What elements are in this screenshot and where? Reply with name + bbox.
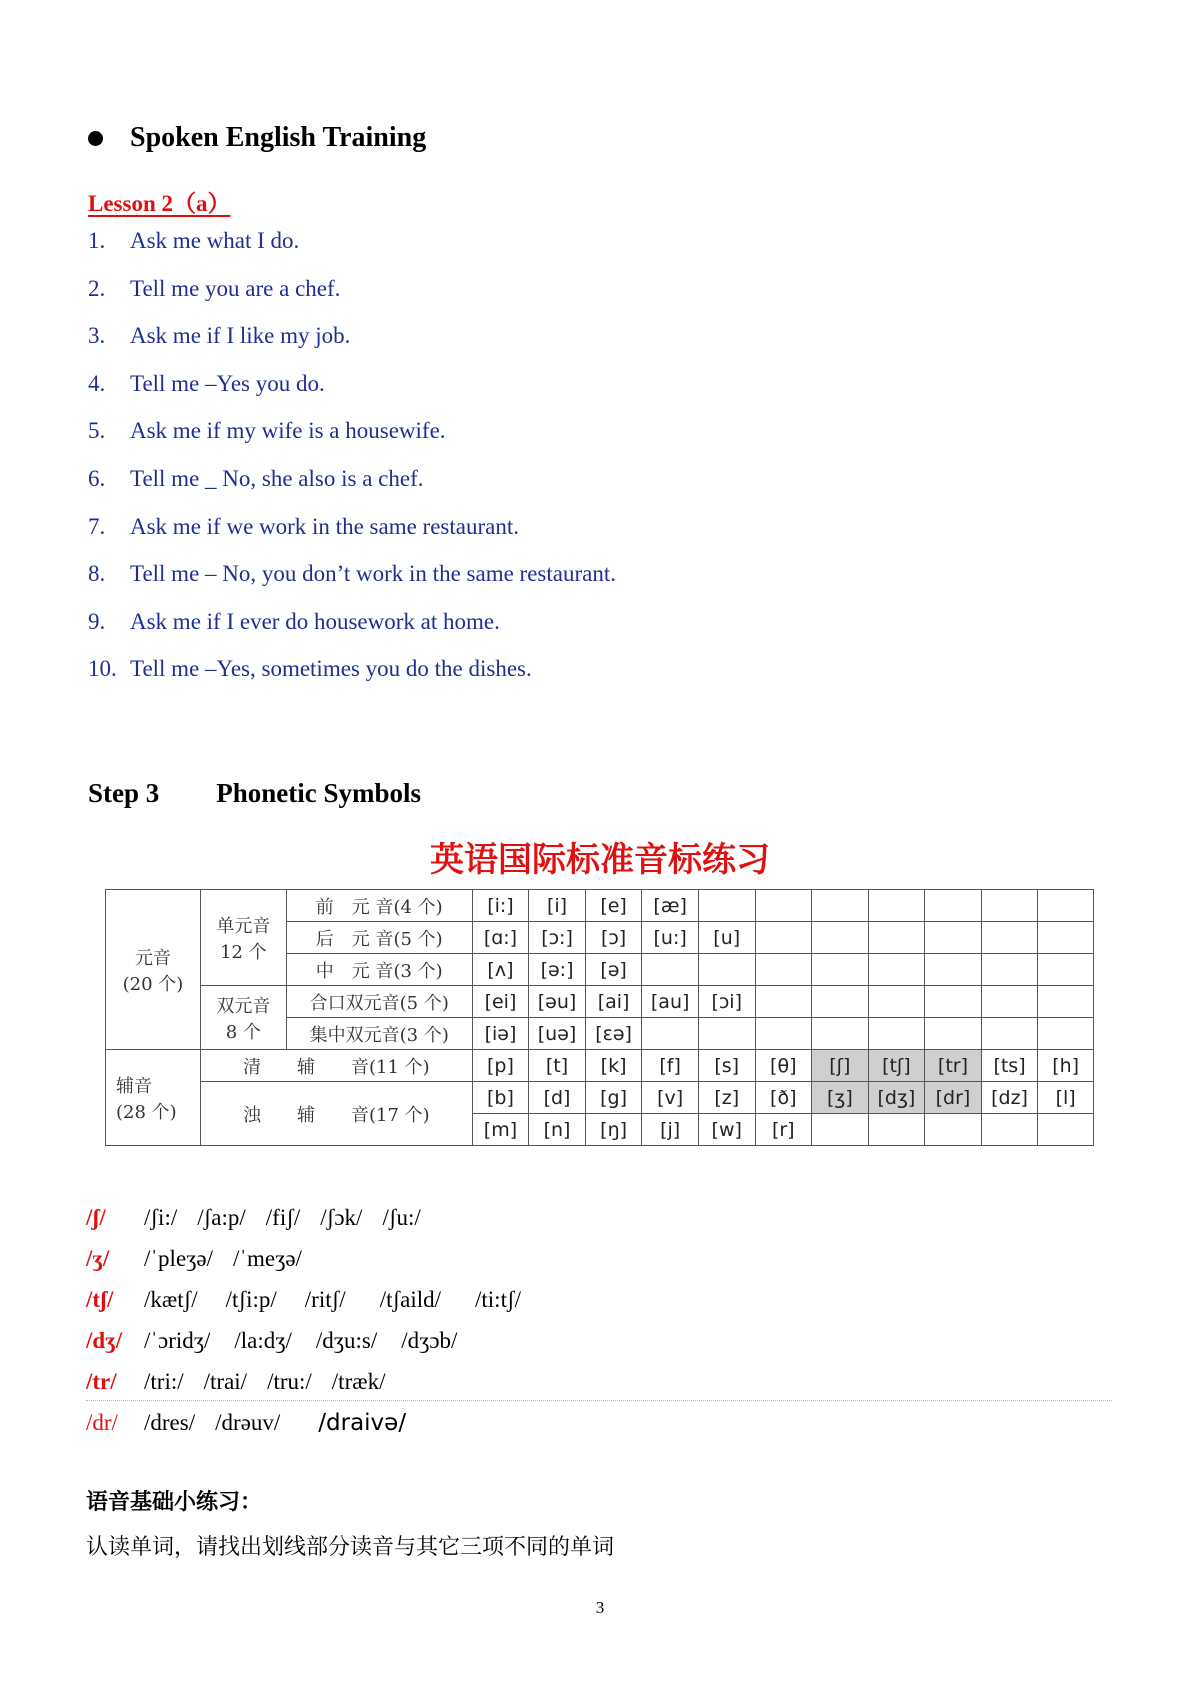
practice-line <box>86 1328 477 1354</box>
empty-cell <box>642 1018 699 1050</box>
empty-cell <box>981 986 1038 1018</box>
phonetic-cell: [p] <box>472 1050 529 1082</box>
phonetic-cell: [m] <box>472 1114 529 1146</box>
empty-cell <box>755 954 812 986</box>
section-heading <box>88 122 426 154</box>
phonetic-cell: [u:] <box>642 922 699 954</box>
phonetic-cell: [b] <box>472 1082 529 1114</box>
phonetic-cell: [v] <box>642 1082 699 1114</box>
phonetic-cell: [ɑ:] <box>472 922 529 954</box>
practice-word: /fiʃ/ <box>265 1205 301 1230</box>
phonetic-cell: [tr] <box>925 1050 982 1082</box>
practice-word: /drəuv/ <box>215 1410 281 1435</box>
empty-cell <box>868 986 925 1018</box>
phonetic-cell: [ts] <box>981 1050 1038 1082</box>
step-heading <box>88 778 421 809</box>
practice-word: /ʃɔk/ <box>320 1205 363 1230</box>
empty-cell <box>868 890 925 922</box>
item-number: 9. <box>88 608 106 634</box>
heading-text: Spoken English Training <box>130 122 427 153</box>
empty-cell <box>812 1114 869 1146</box>
practice-word: /tru:/ <box>267 1369 312 1394</box>
phonetic-cell: [θ] <box>755 1050 812 1082</box>
phonetic-cell: [ð] <box>755 1082 812 1114</box>
practice-word: /ˈmeʒə/ <box>232 1246 302 1271</box>
list-item: 7. Ask me if we work in the same restaurant. <box>88 513 519 539</box>
practice-word: /ˈpleʒə/ <box>144 1246 213 1271</box>
phonetic-cell: [ə] <box>585 954 642 986</box>
empty-cell <box>755 890 812 922</box>
empty-cell <box>755 922 812 954</box>
table-row <box>106 890 1094 922</box>
practice-line <box>86 1287 541 1313</box>
phonetic-cell: [ai] <box>585 986 642 1018</box>
practice-word: /draivə/ <box>318 1410 407 1436</box>
practice-line <box>86 1410 426 1436</box>
step-label: Step 3 <box>88 778 160 808</box>
phonetic-cell: [ɔ:] <box>529 922 586 954</box>
phonetic-cell: [dʒ] <box>868 1082 925 1114</box>
empty-cell <box>755 1018 812 1050</box>
phonetic-cell: [i] <box>529 890 586 922</box>
practice-word: /tri:/ <box>144 1369 184 1394</box>
mono-header: 单元音 12 个 <box>200 890 286 986</box>
empty-cell <box>1038 890 1094 922</box>
phonetic-cell: [ɛə] <box>585 1018 642 1050</box>
phonetic-cell: [ʃ] <box>812 1050 869 1082</box>
practice-line <box>86 1246 322 1272</box>
chinese-title: 英语国际标准音标练习 <box>430 840 770 880</box>
empty-cell <box>925 986 982 1018</box>
practice-line <box>86 1205 441 1231</box>
phonetic-table <box>105 889 1094 1146</box>
empty-cell <box>1038 986 1094 1018</box>
list-item: 10. Tell me –Yes, sometimes you do the dishes. <box>88 656 532 682</box>
practice-word: /tʃaild/ <box>379 1287 442 1312</box>
phonetic-cell: [ʒ] <box>812 1082 869 1114</box>
practice-word: /ˈɔridʒ/ <box>144 1328 211 1353</box>
practice-word: /ʃi:/ <box>144 1205 178 1230</box>
row-label: 合口双元音(5 个) <box>286 986 472 1018</box>
empty-cell <box>1038 1018 1094 1050</box>
item-number: 5. <box>88 418 106 444</box>
step-title: Phonetic Symbols <box>216 778 422 808</box>
empty-cell <box>981 1114 1038 1146</box>
phonetic-cell: [e] <box>585 890 642 922</box>
empty-cell <box>925 890 982 922</box>
practice-line <box>86 1369 405 1395</box>
practice-symbol: /dr/ <box>86 1410 118 1435</box>
phonetic-cell: [f] <box>642 1050 699 1082</box>
empty-cell <box>755 986 812 1018</box>
list-item: 9. Ask me if I ever do housework at home. <box>88 608 500 634</box>
phonetic-cell: [tʃ] <box>868 1050 925 1082</box>
page-number: 3 <box>595 1598 605 1617</box>
phonetic-cell: [u] <box>698 922 755 954</box>
phonetic-cell: [ə:] <box>529 954 586 986</box>
phonetic-cell: [iə] <box>472 1018 529 1050</box>
item-number: 4. <box>88 370 106 396</box>
list-item: 2. Tell me you are a chef. <box>88 275 341 301</box>
instruction-text: 认读单词，请找出划线部分读音与其它三项不同的单词 <box>86 1535 615 1560</box>
empty-cell <box>812 922 869 954</box>
list-item: 1. Ask me what I do. <box>88 228 300 253</box>
phonetic-cell: [dz] <box>981 1082 1038 1114</box>
phonetic-cell: [uə] <box>529 1018 586 1050</box>
item-number: 6. <box>88 465 106 491</box>
list-item: 3. Ask me if I like my job. <box>88 323 351 349</box>
empty-cell <box>981 890 1038 922</box>
empty-cell <box>812 1018 869 1050</box>
empty-cell <box>925 1114 982 1146</box>
lesson-title: Lesson 2（a） <box>88 191 231 216</box>
phonetic-cell: [ɔ] <box>585 922 642 954</box>
vowel-header: 元音 (20 个) <box>106 890 201 1050</box>
practice-word: /ritʃ/ <box>304 1287 346 1312</box>
practice-word: /træk/ <box>331 1369 386 1394</box>
empty-cell <box>981 954 1038 986</box>
phonetic-cell: [d] <box>529 1082 586 1114</box>
row-label: 清 辅 音(11 个) <box>200 1050 472 1082</box>
list-item: 8. Tell me – No, you don’t work in the same restaurant. <box>88 561 616 587</box>
practice-word: /ʃu:/ <box>382 1205 421 1230</box>
phonetic-cell: [l] <box>1038 1082 1094 1114</box>
practice-symbol: /dʒ/ <box>86 1328 123 1353</box>
list-item: 6. Tell me _ No, she also is a chef. <box>88 465 424 491</box>
row-label: 后 元 音(5 个) <box>286 922 472 954</box>
practice-word: /dʒu:s/ <box>315 1328 378 1353</box>
practice-word: /tʃi:p/ <box>225 1287 277 1312</box>
phonetic-cell: [g] <box>585 1082 642 1114</box>
phonetic-cell: [k] <box>585 1050 642 1082</box>
empty-cell <box>981 1018 1038 1050</box>
empty-cell <box>925 922 982 954</box>
phonetic-cell: [s] <box>698 1050 755 1082</box>
phonetic-cell: [au] <box>642 986 699 1018</box>
item-number: 10. <box>88 656 117 682</box>
item-number: 3. <box>88 323 106 349</box>
row-label: 中 元 音(3 个) <box>286 954 472 986</box>
empty-cell <box>868 1114 925 1146</box>
table-row <box>106 1082 1094 1114</box>
empty-cell <box>698 890 755 922</box>
empty-cell <box>812 954 869 986</box>
practice-symbol: /ʒ/ <box>86 1246 110 1271</box>
table-row <box>106 986 1094 1018</box>
subheading: 语音基础小练习： <box>86 1490 263 1515</box>
item-number: 1. <box>88 228 106 253</box>
list-item: 4. Tell me –Yes you do. <box>88 370 325 396</box>
practice-symbol: /tr/ <box>86 1369 117 1394</box>
consonant-header: 辅音 (28 个) <box>106 1050 201 1146</box>
empty-cell <box>812 890 869 922</box>
phonetic-cell: [æ] <box>642 890 699 922</box>
phonetic-cell: [w] <box>698 1114 755 1146</box>
empty-cell <box>1038 954 1094 986</box>
phonetic-cell: [ŋ] <box>585 1114 642 1146</box>
phonetic-cell: [ʌ] <box>472 954 529 986</box>
row-label: 前 元 音(4 个) <box>286 890 472 922</box>
empty-cell <box>1038 922 1094 954</box>
item-number: 8. <box>88 561 106 587</box>
phonetic-cell: [j] <box>642 1114 699 1146</box>
empty-cell <box>925 954 982 986</box>
phonetic-cell: [n] <box>529 1114 586 1146</box>
exercise-list <box>88 228 616 704</box>
practice-word: /la:dʒ/ <box>234 1328 292 1353</box>
row-label: 集中双元音(3 个) <box>286 1018 472 1050</box>
empty-cell <box>868 922 925 954</box>
phonetic-cell: [əu] <box>529 986 586 1018</box>
practice-symbol: /tʃ/ <box>86 1287 114 1312</box>
practice-word: /ti:tʃ/ <box>475 1287 522 1312</box>
empty-cell <box>868 954 925 986</box>
empty-cell <box>868 1018 925 1050</box>
list-item: 5. Ask me if my wife is a housewife. <box>88 418 446 444</box>
dotted-divider <box>86 1400 1112 1401</box>
practice-symbol: /ʃ/ <box>86 1205 106 1230</box>
item-number: 7. <box>88 513 106 539</box>
phonetic-cell: [h] <box>1038 1050 1094 1082</box>
phonetic-cell: [dr] <box>925 1082 982 1114</box>
row-label: 浊 辅 音(17 个) <box>200 1082 472 1146</box>
practice-word: /kætʃ/ <box>144 1287 198 1312</box>
practice-word: /dres/ <box>144 1410 196 1435</box>
practice-word: /ʃa:p/ <box>197 1205 246 1230</box>
table-row <box>106 1050 1094 1082</box>
empty-cell <box>642 954 699 986</box>
phonetic-cell: [r] <box>755 1114 812 1146</box>
bullet-icon <box>88 131 103 146</box>
practice-word: /dʒɔb/ <box>401 1328 458 1353</box>
empty-cell <box>1038 1114 1094 1146</box>
phonetic-cell: [i:] <box>472 890 529 922</box>
empty-cell <box>698 1018 755 1050</box>
di-header: 双元音 8 个 <box>200 986 286 1050</box>
phonetic-cell: [t] <box>529 1050 586 1082</box>
phonetic-cell: [ɔi] <box>698 986 755 1018</box>
empty-cell <box>698 954 755 986</box>
practice-word: /trai/ <box>203 1369 248 1394</box>
empty-cell <box>925 1018 982 1050</box>
item-number: 2. <box>88 275 106 301</box>
phonetic-cell: [z] <box>698 1082 755 1114</box>
empty-cell <box>981 922 1038 954</box>
empty-cell <box>812 986 869 1018</box>
phonetic-cell: [ei] <box>472 986 529 1018</box>
